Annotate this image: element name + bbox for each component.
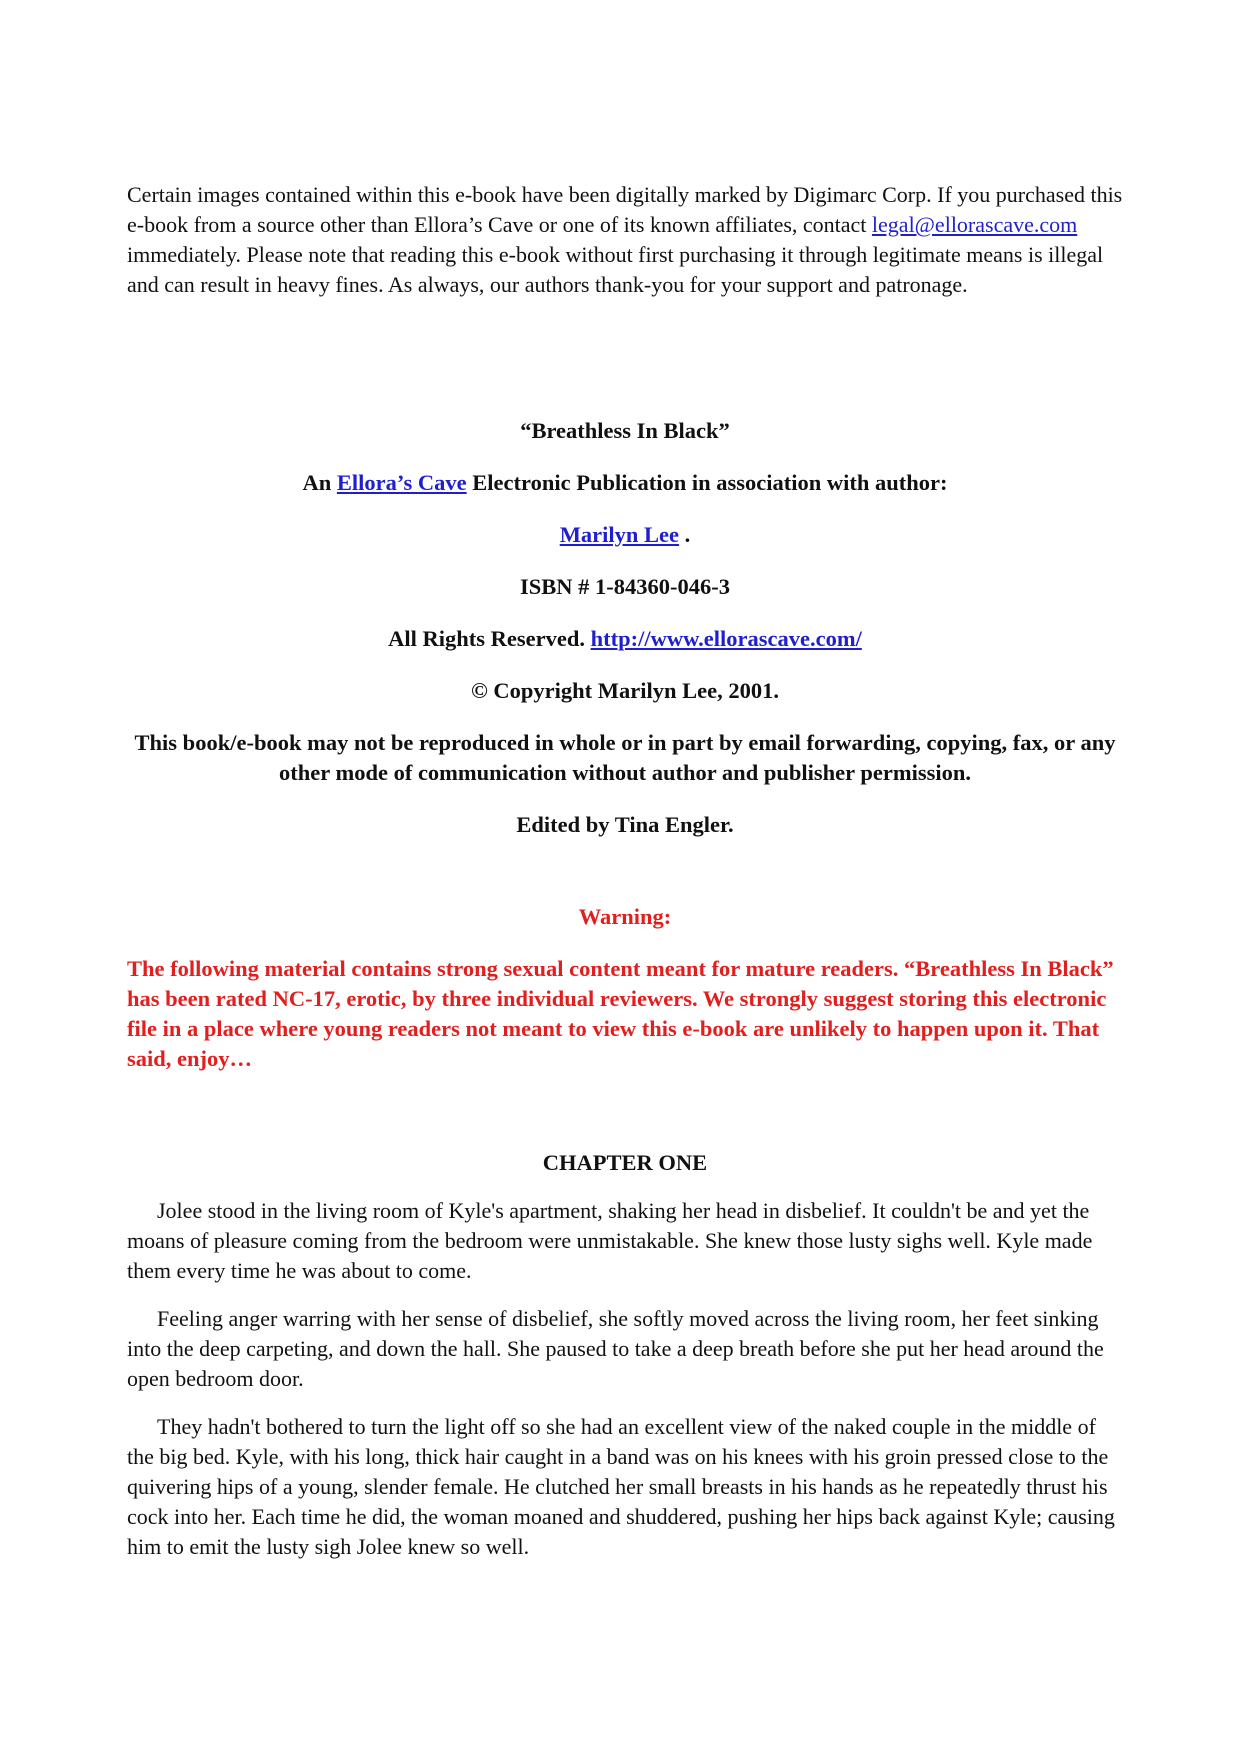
isbn-line: ISBN # 1-84360-046-3 bbox=[519, 574, 730, 599]
publication-line bbox=[127, 468, 1123, 498]
chapter-title: CHAPTER ONE bbox=[542, 1150, 708, 1175]
publication-suffix: Electronic Publication in association with author: bbox=[466, 470, 948, 495]
editor-line: Edited by Tina Engler. bbox=[516, 812, 734, 837]
author-line bbox=[127, 520, 1123, 550]
legal-email-link[interactable]: legal@ellorascave.com bbox=[871, 212, 1078, 237]
reproduction-notice: This book/e-book may not be reproduced in whole or in part by email forwarding, copying, fax, or any other mode of communication without author and publisher permission. bbox=[134, 730, 1116, 785]
copyright-line: © Copyright Marilyn Lee, 2001. bbox=[470, 678, 780, 703]
website-link[interactable]: http://www.ellorascave.com/ bbox=[590, 626, 862, 651]
warning-text: The following material contains strong sexual content meant for mature readers. “Breathless In Black” has been rated NC-17, erotic, by three individual reviewers. We strongly suggest storing this electronic file in a place where young readers not meant to view this e-book are unlikely to happen upon it. That said, enjoy… bbox=[127, 956, 1114, 1071]
book-title: “Breathless In Black” bbox=[520, 418, 730, 443]
publisher-link[interactable]: Ellora’s Cave bbox=[336, 470, 467, 495]
story-paragraph: Jolee stood in the living room of Kyle's apartment, shaking her head in disbelief. It couldn't be and yet the moans of pleasure coming from the bedroom were unmistakable. She knew those lusty sighs well. Kyle made them every time he was about to come. bbox=[127, 1198, 1093, 1283]
notice-text-before: Certain images contained within this e-book have been digitally marked by Digimarc Corp. If you purchased this e-book from a source other than Ellora’s Cave or one of its known affiliates, contact bbox=[127, 182, 1123, 237]
document-page bbox=[127, 180, 1123, 1562]
rights-line bbox=[127, 624, 1123, 654]
story-paragraph: They hadn't bothered to turn the light off so she had an excellent view of the naked couple in the middle of the big bed. Kyle, with his long, thick hair caught in a band was on his knees with his groin pressed close to the quivering hips of a young, slender female. He clutched her small breasts in his hands as he repeatedly thrust his cock into her. Each time he did, the woman moaned and shuddered, pushing her hips back against Kyle; causing him to emit the lusty sigh Jolee knew so well. bbox=[127, 1414, 1115, 1559]
digimarc-notice bbox=[127, 180, 1123, 300]
publication-prefix: An bbox=[302, 470, 337, 495]
story-paragraph: Feeling anger warring with her sense of disbelief, she softly moved across the living room, her feet sinking into the deep carpeting, and down the hall. She paused to take a deep breath before she put her head around the open bedroom door. bbox=[127, 1306, 1104, 1391]
author-link[interactable]: Marilyn Lee bbox=[559, 522, 680, 547]
notice-text-after: immediately. Please note that reading this e-book without first purchasing it through legitimate means is illegal and can result in heavy fines. As always, our authors thank-you for your support and patronage. bbox=[127, 242, 1104, 297]
warning-heading: Warning: bbox=[578, 904, 672, 929]
author-suffix: . bbox=[679, 522, 691, 547]
rights-label: All Rights Reserved. bbox=[388, 626, 591, 651]
